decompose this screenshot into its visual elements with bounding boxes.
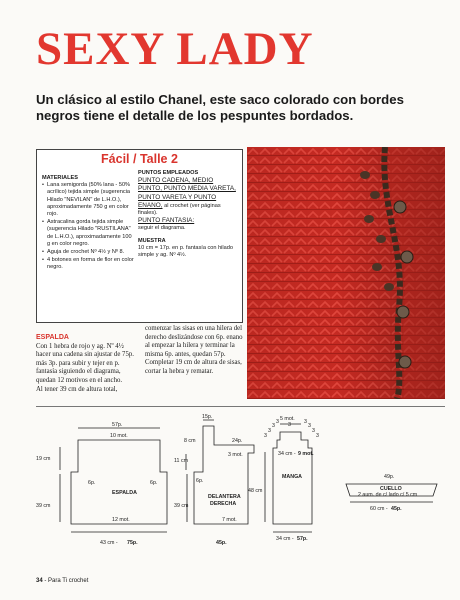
stitches-link: PUNTO CADENA, MEDIO PUNTO, PUNTO MEDIA VARETA, PUNTO VARETA Y PUNTO ENANO, [138,177,236,209]
espalda-top-label: 57p. [112,422,123,428]
divider [36,406,445,407]
delantera-sisa: 11 cm [174,458,189,464]
delantera-name2: DERECHA [210,501,237,507]
manga-name: MANGA [282,474,303,480]
back-instructions-col2 [145,325,247,377]
materials-label: MATERIALES [42,175,78,181]
back-heading: ESPALDA [36,334,69,341]
cuello-labels [358,474,418,512]
back-text: Con 1 hebra de rojo y ag. Nº 4½ hacer una cadena sin ajustar de 75p. más 3p. para subir y tejer en p. fantasía siguiendo el diagrama, quedan 12 motivos en el ancho. Al tener 39 cm de altura total, [36,342,134,393]
cuello-bottom-cm: 60 cm - [370,506,388,512]
espalda-side2-label: 6p. [150,480,158,486]
fancy-stitch-note: seguir el diagrama. [138,225,186,232]
stitches-column [138,170,238,259]
delantera-side: 6p. [196,478,204,484]
manga-step: 3 [272,423,275,429]
page-footer [36,578,88,584]
delantera-mot-top: 3 mot. [228,452,243,458]
manga-labels [248,416,319,542]
delantera-mot-bottom: 7 mot. [222,517,237,523]
cuello-bottom-p: 45p. [391,506,402,512]
espalda-labels [36,422,157,546]
espalda-mot-bottom: 12 mot. [112,517,130,523]
delantera-neck-top: 15p. [202,414,213,420]
page-subtitle: Un clásico al estilo Chanel, este saco colorado con bordes negros tiene el detalle de los pespuntes bordados. [36,92,404,123]
page-title: SEXY LADY [36,23,314,75]
delantera-neck-side: 8 cm [184,438,196,444]
espalda-side-label: 6p. [88,480,96,486]
espalda-bottom-p: 75p. [127,540,138,546]
cuello-top: 49p. [384,474,395,480]
manga-bottom-cm: 34 cm - [276,536,294,542]
espalda-mot-label: 10 mot. [110,433,128,439]
armhole-text: comenzar las sisas en una hilera del derecho deslizándose con 6p. enano al empezar la hilera y terminar la misma 6p. antes, quedan 57p. Completar 19 cm de altura de sisas, cortar la hebra y rematar. [145,325,243,375]
espalda-height-label: 39 cm [36,503,51,509]
manga-step: 3 [316,433,319,439]
delantera-name1: DELANTERA [208,494,241,500]
manga-step: 3 [264,433,267,439]
materials-box [36,149,243,323]
page-number: 34 [36,578,43,584]
manga-step: 3 [304,419,307,425]
materials-column [42,175,134,273]
stitches-label: PUNTOS EMPLEADOS [138,170,199,176]
materials-item: • Aguja de crochet Nº 4½ y Nº 8. [42,249,134,256]
materials-item: • Astracalina gorda tejida simple (sugerencia Hilado "RUSTILANA" de L.H.O.), aproximadamente 100 g en color negro. [42,219,134,248]
manga-step: 3 [312,428,315,434]
gauge-text: 10 cm = 17p. en p. fantasía con hilado simple y ag. Nº 4½. [138,244,234,259]
red-knit-jacket-image [247,147,445,399]
pattern-schematics [36,412,445,562]
manga-step: 3 [276,419,279,425]
delantera-bottom-p: 45p. [216,540,227,546]
manga-top-mot: 5 mot. [280,416,295,422]
stitches-note: al crochet (ver páginas finales). [138,202,221,217]
espalda-sisa-label: 19 cm [36,456,51,462]
manga-step: 3 [308,423,311,429]
materials-item: • 4 botones en forma de flor en color negro. [42,257,134,271]
delantera-shoulder: 24p. [232,438,243,444]
delantera-height: 39 cm [174,503,189,509]
cuello-note: 2 aum. de c/ lado c/ 5 cm [358,492,418,498]
manga-height: 48 cm [248,488,263,494]
delantera-labels [174,414,243,546]
manga-step: 3 [268,428,271,434]
manga-top-cm: 34 cm - [278,451,296,457]
back-instructions-col1 [36,334,140,394]
espalda-name: ESPALDA [112,490,137,496]
difficulty-heading: Fácil / Talle 2 [101,152,178,166]
manga-bottom-p: 57p. [297,536,308,542]
manga-step: 3 [288,422,291,428]
garment-photo [247,147,445,399]
cuello-name: CUELLO [380,486,402,492]
gauge-label: MUESTRA [138,237,166,244]
espalda-bottom-cm: 43 cm - [100,540,118,546]
footer-text: - Para Ti crochet [44,578,89,584]
materials-item: • Lana semigorda (50% lana - 50% acrílico) tejida simple (sugerencia Hilado "NEVILAN" de L.H.O.), aproximadamente 750 g en color rojo. [42,182,134,218]
fancy-stitch-link: PUNTO FANTASIA: [138,217,195,225]
manga-top-mot2: 9 mot. [298,451,314,457]
